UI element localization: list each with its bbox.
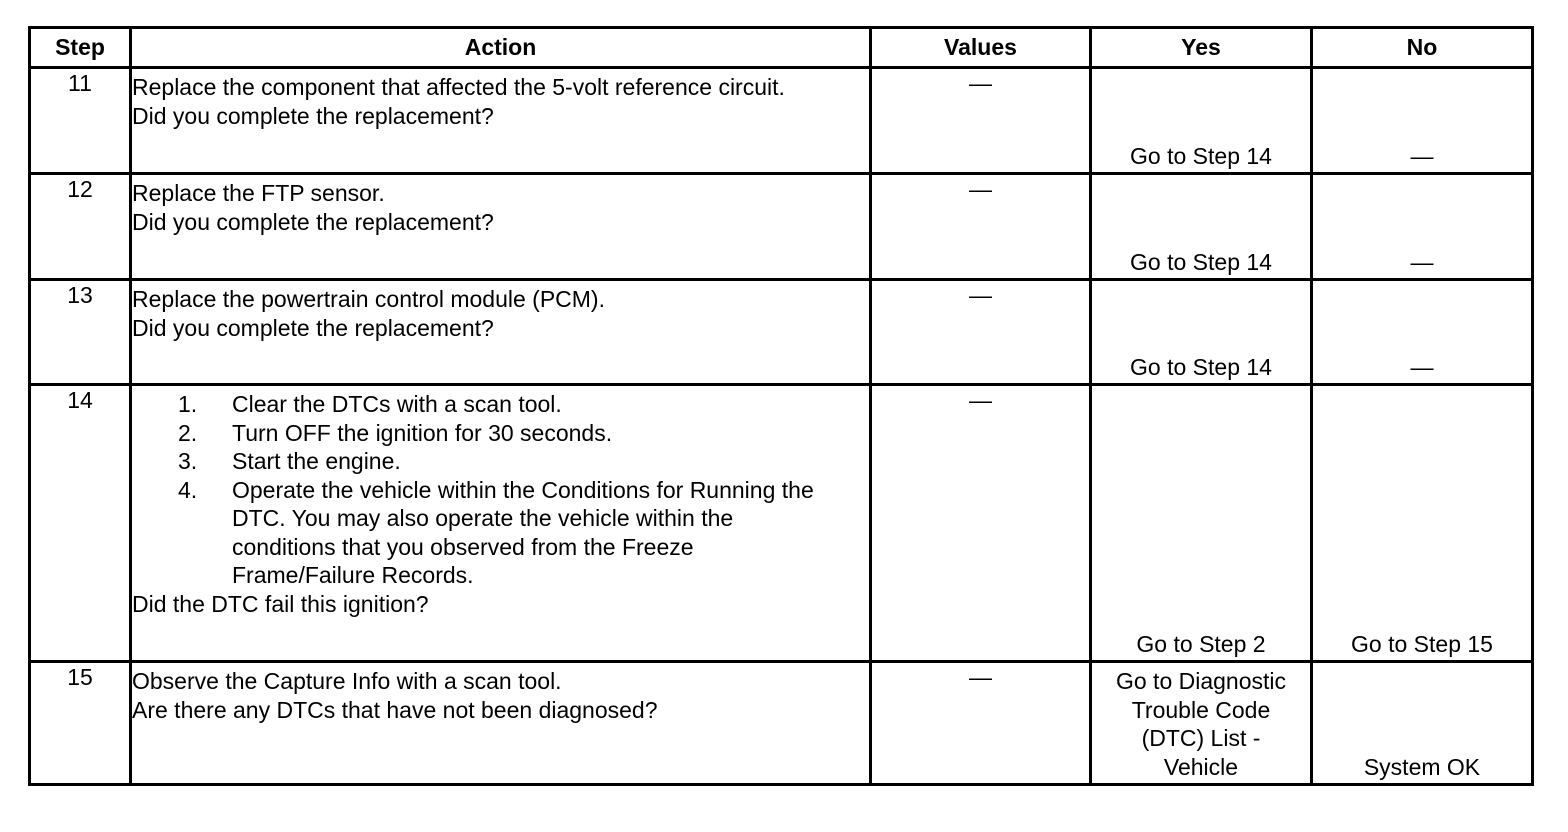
values-cell: — — [871, 174, 1091, 280]
substep-number: 4. — [178, 476, 198, 503]
table-row — [30, 385, 1533, 662]
no-cell — [1312, 174, 1533, 280]
values-cell: — — [871, 68, 1091, 174]
substep-number: 3. — [178, 448, 198, 474]
no-answer: System OK — [1363, 753, 1481, 780]
yes-cell — [1091, 662, 1312, 785]
yes-answer: Go to Step 14 — [1130, 353, 1272, 380]
yes-answer: Go to Diagnostic Trouble Code (DTC) List - Vehicle — [1115, 668, 1287, 780]
diagnostic-table — [28, 26, 1534, 786]
list-item — [132, 476, 869, 590]
action-text: Replace the FTP sensor. — [132, 180, 385, 206]
header-no: No — [1312, 28, 1533, 68]
table-row — [30, 68, 1533, 174]
step-number: 11 — [30, 68, 131, 174]
yes-answer: Go to Step 14 — [1130, 142, 1272, 169]
table-row — [30, 174, 1533, 280]
header-step: Step — [30, 28, 131, 68]
action-cell — [131, 174, 871, 280]
yes-cell — [1091, 174, 1312, 280]
action-question: Did you complete the replacement? — [132, 314, 494, 341]
list-item — [132, 390, 869, 419]
substep-text: Turn OFF the ignition for 30 seconds. — [232, 419, 613, 446]
no-cell — [1312, 385, 1533, 662]
step-number: 15 — [30, 662, 131, 785]
table-header-row — [30, 28, 1533, 68]
yes-answer: Go to Step 2 — [1136, 630, 1266, 657]
no-answer: — — [1410, 248, 1434, 275]
step-number: 14 — [30, 385, 131, 662]
step-number: 13 — [30, 280, 131, 385]
action-text: Observe the Capture Info with a scan tool. — [132, 668, 562, 694]
action-cell — [131, 385, 871, 662]
substep-number: 2. — [178, 419, 198, 446]
header-yes: Yes — [1091, 28, 1312, 68]
action-question: Did you complete the replacement? — [132, 208, 494, 235]
substep-text: Start the engine. — [232, 448, 401, 474]
no-answer: Go to Step 15 — [1351, 630, 1493, 657]
header-values: Values — [871, 28, 1091, 68]
substep-list — [132, 390, 869, 590]
no-answer: — — [1410, 142, 1434, 169]
list-item — [132, 447, 869, 476]
step-number: 12 — [30, 174, 131, 280]
table-row — [30, 280, 1533, 385]
no-answer: — — [1410, 353, 1434, 380]
yes-cell — [1091, 68, 1312, 174]
action-cell — [131, 662, 871, 785]
substep-text: Clear the DTCs with a scan tool. — [232, 391, 562, 417]
list-item — [132, 419, 869, 448]
action-text: Replace the component that affected the 5-volt reference circuit. — [132, 74, 785, 100]
no-cell — [1312, 662, 1533, 785]
no-cell — [1312, 280, 1533, 385]
values-cell: — — [871, 662, 1091, 785]
action-question: Are there any DTCs that have not been diagnosed? — [132, 696, 658, 723]
values-cell: — — [871, 280, 1091, 385]
table-row — [30, 662, 1533, 785]
action-text: Replace the powertrain control module (PCM). — [132, 286, 605, 312]
yes-cell — [1091, 385, 1312, 662]
action-question: Did the DTC fail this ignition? — [132, 590, 429, 617]
substep-text: Operate the vehicle within the Conditions for Running the DTC. You may also operate the vehicle within the conditions that you observed from the Freeze Frame/Failure Records. — [232, 476, 814, 588]
action-question: Did you complete the replacement? — [132, 102, 494, 129]
no-cell — [1312, 68, 1533, 174]
yes-cell — [1091, 280, 1312, 385]
action-cell — [131, 68, 871, 174]
action-cell — [131, 280, 871, 385]
substep-number: 1. — [178, 391, 198, 417]
values-cell: — — [871, 385, 1091, 662]
header-action: Action — [131, 28, 871, 68]
yes-answer: Go to Step 14 — [1130, 248, 1272, 275]
